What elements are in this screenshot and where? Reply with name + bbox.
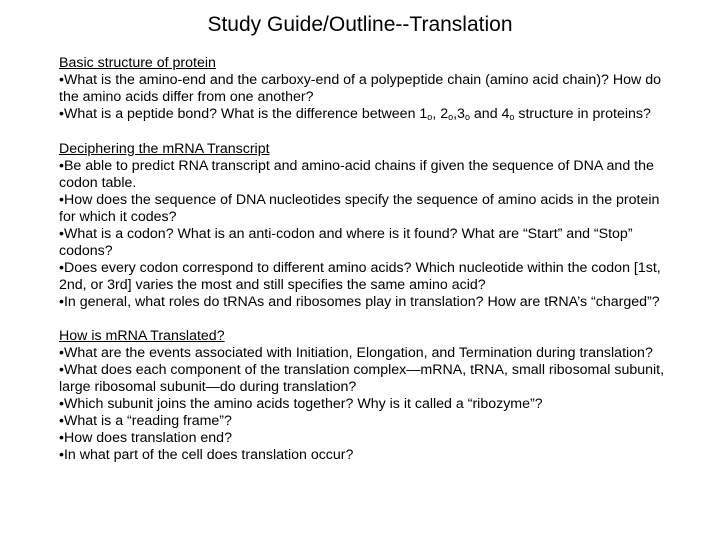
bullet-text: ,3 bbox=[453, 106, 465, 122]
section-heading: How is mRNA Translated? bbox=[59, 328, 225, 344]
page-title: Study Guide/Outline--Translation bbox=[207, 13, 513, 36]
ordinal-superscript: o bbox=[427, 112, 433, 122]
bullet-item: •What is a “reading frame”? bbox=[59, 413, 232, 429]
bullet-item: •What are the events associated with Initiation, Elongation, and Termination during translation? bbox=[59, 345, 653, 361]
bullet-item: •In general, what roles do tRNAs and ribosomes play in translation? How are tRNA’s “charged”? bbox=[59, 294, 660, 310]
section-deciphering-mrna bbox=[59, 141, 671, 311]
bullet-item bbox=[59, 106, 671, 124]
ordinal-superscript: o bbox=[464, 112, 470, 122]
bullet-text: , 2 bbox=[432, 106, 449, 122]
bullet-item: •What does each component of the translation complex—mRNA, tRNA, small ribosomal subunit, large ribosomal subunit—do during translation? bbox=[59, 362, 665, 395]
bullet-item: •Be able to predict RNA transcript and amino-acid chains if given the sequence of DNA and the codon table. bbox=[59, 158, 654, 191]
bullet-item: •What is the amino-end and the carboxy-end of a polypeptide chain (amino acid chain)? How do the amino acids differ from one another? bbox=[59, 72, 661, 105]
section-heading: Basic structure of protein bbox=[59, 55, 216, 71]
bullet-text: structure in proteins? bbox=[514, 106, 651, 122]
bullet-item: •Which subunit joins the amino acids together? Why is it called a “ribozyme”? bbox=[59, 396, 543, 412]
outline-content bbox=[59, 55, 671, 481]
ordinal-superscript: o bbox=[448, 112, 454, 122]
bullet-item: •Does every codon correspond to different amino acids? Which nucleotide within the codon [1st, 2nd, or 3rd] varies the most and still specifies the same amino acid? bbox=[59, 260, 661, 293]
section-basic-structure bbox=[59, 55, 671, 124]
bullet-text: and 4 bbox=[469, 106, 510, 122]
bullet-item: •In what part of the cell does translation occur? bbox=[59, 447, 354, 463]
section-heading: Deciphering the mRNA Transcript bbox=[59, 141, 270, 157]
bullet-text: •What is a peptide bond? What is the difference between 1 bbox=[59, 106, 428, 122]
bullet-item: •How does the sequence of DNA nucleotides specify the sequence of amino acids in the protein for which it codes? bbox=[59, 192, 660, 225]
section-mrna-translated bbox=[59, 328, 671, 464]
ordinal-superscript: o bbox=[509, 112, 515, 122]
bullet-item: •What is a codon? What is an anti-codon and where is it found? What are “Start” and “Stop” codons? bbox=[59, 226, 633, 259]
bullet-item: •How does translation end? bbox=[59, 430, 232, 446]
